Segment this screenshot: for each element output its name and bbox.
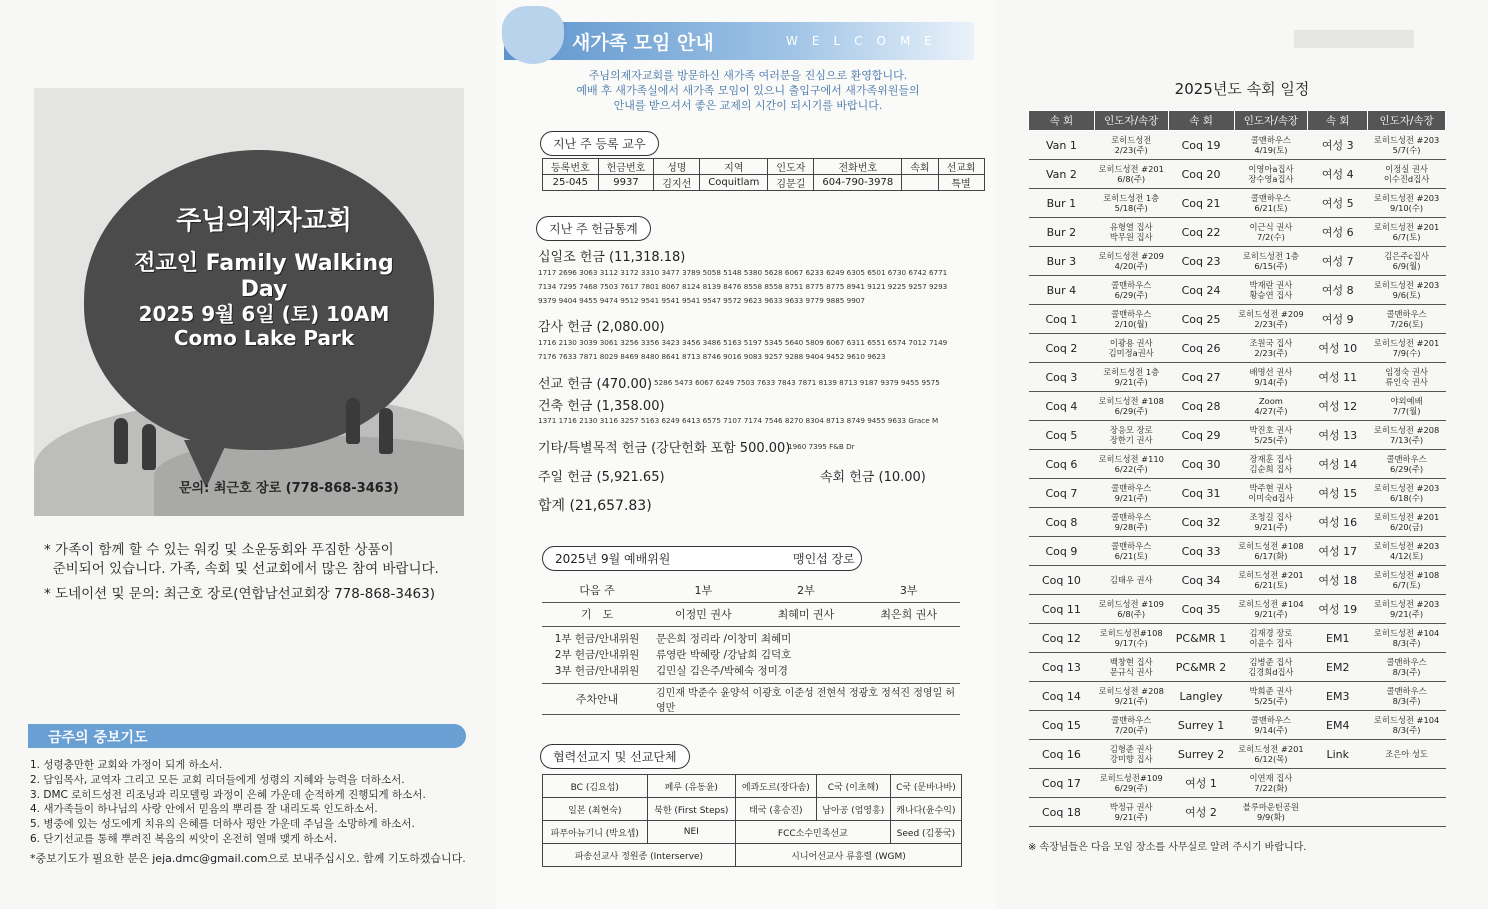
- table-row: [1029, 247, 1446, 276]
- leader-cell: 로히드성전 #203 6/18(수): [1368, 479, 1446, 508]
- cell-group-name: Coq 33: [1168, 537, 1234, 566]
- sched-cell: 최은희 권사: [857, 602, 960, 626]
- leader-cell: 콜맨하우스 6/21(토): [1234, 189, 1308, 218]
- walking-day-poster: [34, 88, 464, 516]
- prayer-item: 2. 담임목사, 교역자 그리고 모든 교회 리더들에게 성령의 지혜와 능력을 더하소서.: [30, 773, 405, 786]
- leader-cell: 백창현 집사 문규식 권사: [1094, 653, 1168, 682]
- mission-cell: 캐나다(윤수익): [890, 798, 961, 821]
- leader-cell: 로히드성전 1층 9/21(주): [1094, 363, 1168, 392]
- poster-contact: 문의: 최근호 장로 (778-868-3463): [179, 481, 399, 496]
- reg-header: 전화번호: [814, 159, 902, 175]
- cell-group-name: Coq 27: [1168, 363, 1234, 392]
- middle-panel: [496, 0, 996, 909]
- cell-group-name: EM1: [1308, 624, 1368, 653]
- intro-line: 예배 후 새가족실에서 새가족 모임이 있으니 출입구에서 새가족위원들의: [576, 84, 920, 97]
- mission-cell: NEI: [647, 821, 735, 844]
- cell-group-name: Surrey 2: [1168, 740, 1234, 769]
- leader-cell: 박재란 권사 황승연 집사: [1234, 276, 1308, 305]
- cell-group-name: Coq 26: [1168, 334, 1234, 363]
- reg-header: 속회: [902, 159, 938, 175]
- leader-cell: 이광용 권사 김미정a권사: [1094, 334, 1168, 363]
- cell-group-name: Coq 3: [1029, 363, 1095, 392]
- leader-cell: 로히드성전 #104 8/3(주): [1368, 624, 1446, 653]
- cell-group-name: Coq 11: [1029, 595, 1095, 624]
- usher-label: 3부 헌금/안내위원: [554, 664, 640, 677]
- table-row: [1029, 305, 1446, 334]
- cell-group-name: Coq 31: [1168, 479, 1234, 508]
- reg-header: 등록번호: [543, 159, 599, 175]
- parking-label: 주차안내: [542, 683, 652, 714]
- table-row: [1029, 653, 1446, 682]
- col-header: 인도자/속장: [1094, 111, 1168, 131]
- special-label: 기타/특별목적 헌금 (강단헌화 포함 500.00): [538, 441, 791, 456]
- prayer-footer: *중보기도가 필요한 분은 jeja.dmc@gmail.com으로 보내주십시오. 함께 기도하겠습니다.: [30, 852, 466, 865]
- leader-cell: 야외예배 7/7(월): [1368, 392, 1446, 421]
- cell-group-name: Coq 29: [1168, 421, 1234, 450]
- reg-cell: 25-045: [543, 175, 599, 191]
- cell-group-name: Coq 17: [1029, 769, 1095, 798]
- ushers-names: [652, 626, 960, 683]
- leader-cell: 로히드성전 #203 9/6(토): [1368, 276, 1446, 305]
- col-header: 인도자/속장: [1234, 111, 1308, 131]
- leader-cell: 이영아a집사 장수영a집사: [1234, 160, 1308, 189]
- poster-church-name: 주님의제자교회: [176, 206, 352, 236]
- leader-cell: 로히드성전 1층 5/18(주): [1094, 189, 1168, 218]
- offering-title: 지난 주 헌금통계: [536, 216, 651, 241]
- table-row: [543, 821, 962, 844]
- reg-cell: 9937: [598, 175, 654, 191]
- cell-group-name: Coq 30: [1168, 450, 1234, 479]
- table-row: [1029, 450, 1446, 479]
- hiker-figure: [346, 398, 360, 444]
- leader-cell: 로히드성전 #208 7/13(주): [1368, 421, 1446, 450]
- cell-group-name: 여성 6: [1308, 218, 1368, 247]
- leader-cell: 로히드성전 #203 9/10(수): [1368, 189, 1446, 218]
- cell-group-name: 여성 9: [1308, 305, 1368, 334]
- cell-group-name: Coq 19: [1168, 131, 1234, 160]
- sched-header: 2부: [755, 578, 858, 602]
- cell-group-name: Coq 4: [1029, 392, 1095, 421]
- cell-group-name: Coq 12: [1029, 624, 1095, 653]
- cell-group-name: Coq 34: [1168, 566, 1234, 595]
- cell-group-name: [1308, 798, 1368, 827]
- leader-cell: 조은아 성도: [1368, 740, 1446, 769]
- leader-cell: 로히드성전 #203 5/7(수): [1368, 131, 1446, 160]
- usher-names: 류영란 박혜랑 /강남희 김덕호: [656, 648, 792, 661]
- cell-offering: 속회 헌금 (10.00): [820, 470, 926, 485]
- hiker-figure: [114, 418, 128, 464]
- leader-cell: 콜맨하우스 9/28(주): [1094, 508, 1168, 537]
- mission-cell: 페루 (유동윤): [647, 775, 735, 798]
- mission-numbers: 5286 5473 6067 6249 7503 7633 7843 7871 8139 8713 9187 9379 9455 9575: [654, 378, 940, 387]
- cell-group-name: Coq 6: [1029, 450, 1095, 479]
- leader-cell: 로히드성전 #203 9/21(주): [1368, 595, 1446, 624]
- table-row: [543, 175, 985, 191]
- faded-header-block: [1294, 30, 1414, 48]
- leader-cell: 배명선 권사 9/14(주): [1234, 363, 1308, 392]
- usher-names: 김민실 김은주/박혜숙 정미경: [656, 664, 788, 677]
- missions-table: [542, 774, 962, 867]
- leader-cell: 로히드성전 #208 9/21(주): [1094, 682, 1168, 711]
- cell-group-name: 여성 8: [1308, 276, 1368, 305]
- table-row: [1029, 537, 1446, 566]
- leader-cell: 로히드성전 #108 6/17(화): [1234, 537, 1308, 566]
- col-header: 인도자/속장: [1368, 111, 1446, 131]
- table-row: [1029, 682, 1446, 711]
- cell-group-name: 여성 18: [1308, 566, 1368, 595]
- table-row: [1029, 363, 1446, 392]
- cell-group-name: Coq 5: [1029, 421, 1095, 450]
- leader-cell: [1368, 769, 1446, 798]
- reg-cell: 604-790-3978: [814, 175, 902, 191]
- cell-group-name: 여성 1: [1168, 769, 1234, 798]
- cell-group-name: Coq 15: [1029, 711, 1095, 740]
- missions-title: 협력선교지 및 선교단체: [540, 744, 690, 769]
- leader-cell: 로히드성전 #108 6/29(주): [1094, 392, 1168, 421]
- sched-header: 3부: [857, 578, 960, 602]
- cell-group-name: Coq 7: [1029, 479, 1095, 508]
- leader-cell: 김형준 권사 강미향 집사: [1094, 740, 1168, 769]
- mission-cell: 시니어선교사 류흥렬 (WGM): [735, 844, 961, 867]
- leader-cell: 콜맨하우스 7/26(토): [1368, 305, 1446, 334]
- cell-group-name: Coq 1: [1029, 305, 1095, 334]
- cell-group-name: 여성 15: [1308, 479, 1368, 508]
- leader-cell: 콜맨하우스 6/29(주): [1094, 276, 1168, 305]
- cell-group-name: Coq 24: [1168, 276, 1234, 305]
- reg-cell: 김문길: [768, 175, 814, 191]
- leader-cell: 조청길 집사 9/21(주): [1234, 508, 1308, 537]
- leader-cell: 콜맨하우스 8/3(주): [1368, 682, 1446, 711]
- cell-group-name: Van 1: [1029, 131, 1095, 160]
- table-row: [1029, 131, 1446, 160]
- leader-cell: 로히드성전 #201 6/21(토): [1234, 566, 1308, 595]
- reg-cell: 특별: [938, 175, 984, 191]
- cell-group-name: Langley: [1168, 682, 1234, 711]
- event-note: * 가족이 함께 할 수 있는 워킹 및 소운동회와 푸짐한 상품이: [44, 542, 394, 558]
- leader-cell: 로히드성전 1층 6/15(주): [1234, 247, 1308, 276]
- welcome-intro: [552, 68, 944, 113]
- cell-group-name: 여성 19: [1308, 595, 1368, 624]
- cell-group-name: PC&MR 1: [1168, 624, 1234, 653]
- cell-group-name: Coq 9: [1029, 537, 1095, 566]
- leader-cell: 로히드성전 #201 6/20(금): [1368, 508, 1446, 537]
- table-row: [1029, 421, 1446, 450]
- leader-cell: 로히드성전 2/23(주): [1094, 131, 1168, 160]
- table-row: [543, 798, 962, 821]
- leader-cell: 콜맨하우스 4/19(토): [1234, 131, 1308, 160]
- cell-group-name: [1308, 769, 1368, 798]
- leader-cell: 콜맨하우스 8/3(주): [1368, 653, 1446, 682]
- table-row: [1029, 595, 1446, 624]
- table-row: [543, 775, 962, 798]
- intro-line: 주님의제자교회를 방문하신 새가족 여러분을 진심으로 환영합니다.: [588, 69, 908, 82]
- welcome-title: 새가족 모임 안내: [572, 32, 714, 54]
- table-row: [1029, 769, 1446, 798]
- leader-cell: 박주현 권사 이미숙d집사: [1234, 479, 1308, 508]
- table-row: [1029, 189, 1446, 218]
- mission-cell: 북한 (First Steps): [647, 798, 735, 821]
- cell-group-name: 여성 10: [1308, 334, 1368, 363]
- leader-cell: 조원국 집사 2/23(주): [1234, 334, 1308, 363]
- prayer-item: 5. 병중에 있는 성도에게 치유의 은혜를 더하사 평안 가운데 주님을 소망하게 하소서.: [30, 818, 415, 831]
- sched-cell: 이정민 권사: [652, 602, 755, 626]
- mission-cell: 파푸아뉴기니 (박요셉): [543, 821, 648, 844]
- reg-header: 지역: [700, 159, 768, 175]
- prayer-item: 6. 단기선교를 통해 뿌려진 복음의 씨앗이 온전히 열매 맺게 하소서.: [30, 832, 338, 845]
- tithe-label: 십일조 헌금 (11,318.18): [538, 250, 686, 265]
- col-header: 속 회: [1308, 111, 1368, 131]
- cell-group-name: 여성 5: [1308, 189, 1368, 218]
- poster-datetime: 2025 9월 6일 (토) 10AM: [138, 302, 390, 326]
- leader-cell: 블루마운틴공원 9/9(화): [1234, 798, 1308, 827]
- table-row: [1029, 624, 1446, 653]
- cell-schedule-title: 2025년도 속회 일정: [1174, 80, 1310, 98]
- leader-cell: 김재경 장로 이윤수 집사: [1234, 624, 1308, 653]
- parking-names: 김민재 박준수 윤양석 이광호 이준성 전현석 정광호 정석진 정영일 허영만: [652, 683, 960, 714]
- cell-group-name: Coq 18: [1029, 798, 1095, 827]
- leader-cell: 김은주c집사 6/9(월): [1368, 247, 1446, 276]
- mission-cell: BC (김요섭): [543, 775, 648, 798]
- leader-cell: 로히드성전 #201 7/9(수): [1368, 334, 1446, 363]
- prayer-section-title: 금주의 중보기도: [28, 724, 466, 748]
- table-row: [1029, 508, 1446, 537]
- total-offering: 합계 (21,657.83): [538, 498, 652, 514]
- leader-cell: 로히드성전#109 6/29(주): [1094, 769, 1168, 798]
- hiker-figure: [379, 408, 393, 454]
- registration-table: [542, 158, 985, 191]
- usher-label: 2부 헌금/안내위원: [554, 648, 640, 661]
- cell-group-name: EM2: [1308, 653, 1368, 682]
- cell-group-name: EM4: [1308, 711, 1368, 740]
- donation-note: * 도네이션 및 문의: 최근호 장로(연합남선교회장 778-868-3463): [44, 586, 435, 602]
- leader-cell: 로히드성전 #104 8/3(주): [1368, 711, 1446, 740]
- table-row: [543, 844, 962, 867]
- cell-group-name: Coq 2: [1029, 334, 1095, 363]
- mission-cell: 에콰도르(장다솜): [735, 775, 816, 798]
- mission-offering-label: 선교 헌금 (470.00): [538, 377, 653, 392]
- cell-group-name: 여성 7: [1308, 247, 1368, 276]
- mission-cell: Seed (김풍국): [890, 821, 961, 844]
- prayer-item: 4. 새가족들이 하나님의 사랑 안에서 믿음의 뿌리를 잘 내리도록 인도하소서.: [30, 803, 378, 816]
- building-numbers: 1371 1716 2130 3116 3257 5163 6249 6413 6575 7107 7174 7546 8270 8304 8713 8749 9455 9633 Grace M: [538, 416, 939, 425]
- mission-cell: C국 (이초해): [816, 775, 890, 798]
- cell-schedule-note: ※ 속장님들은 다음 모임 장소를 사무실로 알려 주시기 바랍니다.: [1028, 842, 1307, 853]
- leader-cell: 박희준 권사 5/25(주): [1234, 682, 1308, 711]
- worship-committee-table: [542, 578, 960, 715]
- cell-group-name: Coq 23: [1168, 247, 1234, 276]
- cell-group-name: 여성 11: [1308, 363, 1368, 392]
- hands-heart-icon: [502, 6, 564, 64]
- leader-cell: 로히드성전 #203 4/12(토): [1368, 537, 1446, 566]
- registration-title: 지난 주 등록 교우: [540, 131, 659, 156]
- reg-cell: Coquitlam: [700, 175, 768, 191]
- leader-cell: 김병준 집사 김경희d집사: [1234, 653, 1308, 682]
- sched-cell: 기 도: [542, 602, 652, 626]
- thanks-label: 감사 헌금 (2,080.00): [538, 320, 665, 335]
- leader-cell: 박정규 권사 9/21(주): [1094, 798, 1168, 827]
- cell-group-name: Link: [1308, 740, 1368, 769]
- cell-group-name: Coq 8: [1029, 508, 1095, 537]
- leader-cell: 로히드성전 #209 4/20(주): [1094, 247, 1168, 276]
- usher-names: 문은희 정리라 /이창미 최혜미: [656, 632, 792, 645]
- table-row: [1029, 566, 1446, 595]
- ushers-labels: [542, 626, 652, 683]
- right-panel: [996, 0, 1488, 909]
- leader-cell: 임정숙 권사 류인숙 권사: [1368, 363, 1446, 392]
- committee-title: [542, 546, 862, 571]
- table-row: [1029, 392, 1446, 421]
- mission-cell: FCC소수민족선교: [735, 821, 890, 844]
- cell-group-name: Coq 20: [1168, 160, 1234, 189]
- reg-header: 성명: [654, 159, 700, 175]
- leader-cell: Zoom 4/27(주): [1234, 392, 1308, 421]
- building-label: 건축 헌금 (1,358.00): [538, 399, 665, 414]
- intro-line: 안내를 받으셔서 좋은 교제의 시간이 되시기를 바랍니다.: [613, 99, 883, 112]
- leader-cell: 콜맨하우스 9/14(주): [1234, 711, 1308, 740]
- leader-cell: 로히드성전 #108 6/7(토): [1368, 566, 1446, 595]
- leader-cell: 이연재 집사 7/22(화): [1234, 769, 1308, 798]
- table-row: [1029, 479, 1446, 508]
- leader-cell: 로히드성전 #104 9/21(주): [1234, 595, 1308, 624]
- reg-header: 헌금번호: [598, 159, 654, 175]
- col-header: 속 회: [1029, 111, 1095, 131]
- leader-cell: 로히드성전 #110 6/22(주): [1094, 450, 1168, 479]
- prayer-item: 3. DMC 로히드성전 리조닝과 리모델링 과정이 은혜 가운데 순적하게 진행되게 하소서.: [30, 788, 426, 801]
- cell-group-name: Coq 22: [1168, 218, 1234, 247]
- leader-cell: 로히드성전#108 9/17(수): [1094, 624, 1168, 653]
- cell-group-name: 여성 4: [1308, 160, 1368, 189]
- leader-cell: 로히드성전 #201 6/12(목): [1234, 740, 1308, 769]
- hiker-figure: [142, 424, 156, 470]
- cell-group-name: Coq 10: [1029, 566, 1095, 595]
- reg-header: 인도자: [768, 159, 814, 175]
- leader-cell: 장재훈 집사 김순희 집사: [1234, 450, 1308, 479]
- committee-month: 2025년 9월 예배위원: [555, 552, 671, 566]
- leader-cell: 콜맨하우스 6/29(주): [1368, 450, 1446, 479]
- leader-cell: 이정실 권사 이수진d집사: [1368, 160, 1446, 189]
- leader-cell: 콜맨하우스 6/21(토): [1094, 537, 1168, 566]
- table-row: [542, 683, 960, 714]
- cell-group-name: EM3: [1308, 682, 1368, 711]
- cell-group-name: 여성 17: [1308, 537, 1368, 566]
- table-row: [1029, 160, 1446, 189]
- table-row: [1029, 798, 1446, 827]
- cell-group-name: Coq 35: [1168, 595, 1234, 624]
- table-row: [1029, 218, 1446, 247]
- poster-event-title: 전교인 Family Walking Day: [134, 251, 394, 302]
- reg-cell: [902, 175, 938, 191]
- cell-group-name: PC&MR 2: [1168, 653, 1234, 682]
- leader-cell: 이근식 권사 7/2(수): [1234, 218, 1308, 247]
- usher-label: 1부 헌금/안내위원: [554, 632, 640, 645]
- cell-group-name: Bur 4: [1029, 276, 1095, 305]
- table-row: [1029, 334, 1446, 363]
- cell-group-name: Coq 14: [1029, 682, 1095, 711]
- cell-group-name: Coq 21: [1168, 189, 1234, 218]
- cell-group-name: Van 2: [1029, 160, 1095, 189]
- prayer-list: [30, 758, 470, 847]
- col-header: 속 회: [1168, 111, 1234, 131]
- cell-group-name: Surrey 1: [1168, 711, 1234, 740]
- leader-cell: 콜맨하우스 9/21(주): [1094, 479, 1168, 508]
- cell-group-name: Coq 25: [1168, 305, 1234, 334]
- poster-place: Como Lake Park: [173, 326, 355, 350]
- mission-cell: 남아공 (엄영흥): [816, 798, 890, 821]
- cell-group-name: 여성 3: [1308, 131, 1368, 160]
- sunday-offering: 주일 헌금 (5,921.65): [538, 470, 665, 485]
- mission-cell: 파송선교사 정원종 (Interserve): [543, 844, 736, 867]
- cell-group-name: 여성 14: [1308, 450, 1368, 479]
- committee-head: 맹인섭 장로: [793, 552, 855, 566]
- cell-group-name: 여성 16: [1308, 508, 1368, 537]
- leader-cell: 장응모 장로 장한기 권사: [1094, 421, 1168, 450]
- thanks-numbers: 1716 2130 3039 3061 3256 3356 3423 3456 3486 5163 5197 5345 5640 5809 6067 6311 6551 6574 7012 7149 7176 7633 7871 8029 8469 8480 8641 8713 8746 9016 9083 9257 9288 9404 9452 9610 9623: [538, 338, 948, 361]
- sched-header: 다음 주: [542, 578, 652, 602]
- cell-group-name: 여성 12: [1308, 392, 1368, 421]
- welcome-en: WELCOME: [786, 34, 946, 48]
- table-row: [542, 578, 960, 602]
- cell-group-name: Coq 28: [1168, 392, 1234, 421]
- leader-cell: 유형열 집사 박무원 집사: [1094, 218, 1168, 247]
- cell-group-name: Coq 13: [1029, 653, 1095, 682]
- leader-cell: 로히드성전 #209 2/23(주): [1234, 305, 1308, 334]
- leader-cell: 박진호 권사 5/25(주): [1234, 421, 1308, 450]
- reg-cell: 김지선: [654, 175, 700, 191]
- leader-cell: 로히드성전 #109 6/8(주): [1094, 595, 1168, 624]
- mission-cell: 태국 (홍승진): [735, 798, 816, 821]
- cell-group-name: Bur 1: [1029, 189, 1095, 218]
- cell-group-name: Coq 16: [1029, 740, 1095, 769]
- prayer-item: 1. 성령충만한 교회와 가정이 되게 하소서.: [30, 759, 223, 771]
- reg-header: 선교회: [938, 159, 984, 175]
- special-numbers: 1960 7395 F&B Dr: [788, 442, 855, 451]
- sched-header: 1부: [652, 578, 755, 602]
- leader-cell: [1368, 798, 1446, 827]
- cell-group-name: Coq 32: [1168, 508, 1234, 537]
- table-row: [542, 602, 960, 626]
- tithe-numbers: 1717 2696 3063 3112 3172 3310 3477 3789 5058 5148 5380 5628 6067 6233 6249 6305 6501 6730 6742 6771 7134 7295 7468 7503 7617 7801 8067 8124 8139 8476 8558 8558 8751 8775 8775 8941 9121 9225 9257 9293 9379 9404 9455 9474 9512 9541 9541 9541 9547 9572 9623 9633 9633 9779 9885 9907: [538, 268, 948, 305]
- leader-cell: 김태우 권사: [1094, 566, 1168, 595]
- cell-group-name: Bur 3: [1029, 247, 1095, 276]
- table-row: [1029, 276, 1446, 305]
- leader-cell: 콜맨하우스 2/10(월): [1094, 305, 1168, 334]
- leader-cell: 로히드성전 #201 6/8(주): [1094, 160, 1168, 189]
- table-row: [542, 626, 960, 683]
- left-panel: [0, 0, 496, 909]
- cell-schedule-table: [1028, 110, 1446, 827]
- leader-cell: 로히드성전 #201 6/7(토): [1368, 218, 1446, 247]
- sched-cell: 최혜미 권사: [755, 602, 858, 626]
- table-row: [1029, 740, 1446, 769]
- mission-cell: 일본 (최현숙): [543, 798, 648, 821]
- cell-group-name: 여성 13: [1308, 421, 1368, 450]
- cell-group-name: 여성 2: [1168, 798, 1234, 827]
- cell-group-name: Bur 2: [1029, 218, 1095, 247]
- event-note: 준비되어 있습니다. 가족, 속회 및 선교회에서 많은 참여 바랍니다.: [44, 561, 439, 577]
- mission-cell: C국 (문바나바): [890, 775, 961, 798]
- leader-cell: 콜맨하우스 7/20(주): [1094, 711, 1168, 740]
- table-row: [1029, 711, 1446, 740]
